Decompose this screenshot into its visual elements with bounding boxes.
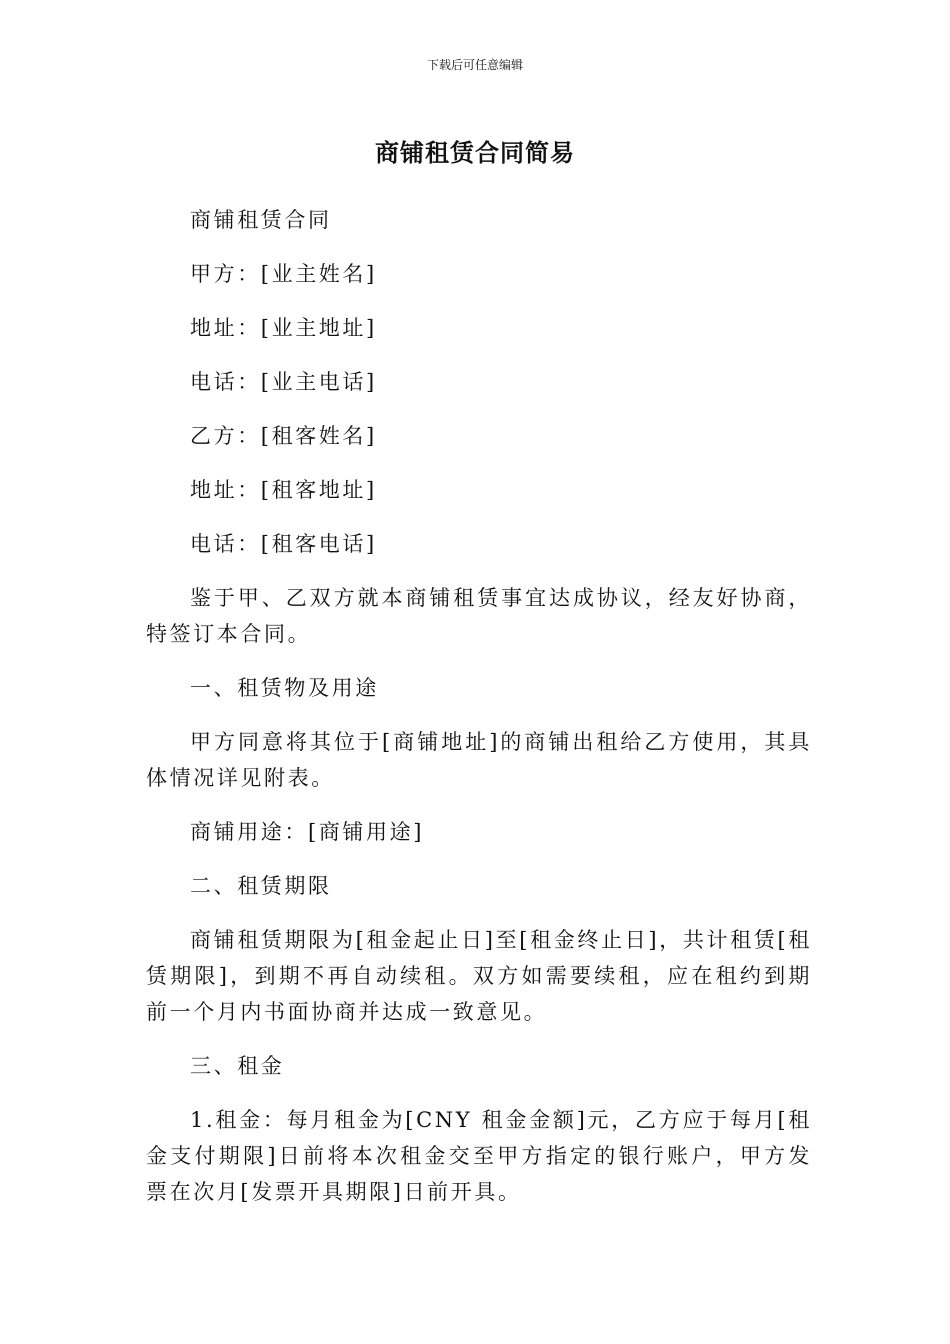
header-note: 下载后可任意编辑 <box>426 58 523 72</box>
paragraph-leased-property: 甲方同意将其位于[商铺地址]的商铺出租给乙方使用，其具体情况详见附表。 <box>146 730 812 790</box>
section-heading-leased-property: 一、租赁物及用途 <box>190 676 379 700</box>
paragraph-party-a-address: 地址：[业主地址] <box>190 316 377 340</box>
paragraph-party-a: 甲方：[业主姓名] <box>190 262 377 286</box>
paragraph-preamble: 鉴于甲、乙双方就本商铺租赁事宜达成协议，经友好协商，特签订本合同。 <box>146 586 812 646</box>
paragraph-lease-term: 商铺租赁期限为[租金起止日]至[租金终止日]，共计租赁[租赁期限]，到期不再自动续租。双方如需要续租，应在租约到期前一个月内书面协商并达成一致意见。 <box>146 928 812 1024</box>
section-heading-rent: 三、租金 <box>190 1054 285 1078</box>
paragraph-party-b-phone: 电话：[租客电话] <box>190 532 377 556</box>
document-title: 商铺租赁合同简易 <box>375 139 575 167</box>
document-body <box>146 202 812 1228</box>
paragraph-party-b-address: 地址：[租客地址] <box>190 478 377 502</box>
paragraph-party-b: 乙方：[租客姓名] <box>190 424 377 448</box>
paragraph-shop-usage: 商铺用途：[商铺用途] <box>190 820 424 844</box>
paragraph-contract-heading: 商铺租赁合同 <box>190 208 332 232</box>
section-heading-lease-term: 二、租赁期限 <box>190 874 332 898</box>
paragraph-rent-payment: 1.租金：每月租金为[CNY 租金金额]元，乙方应于每月[租金支付期限]日前将本次租金交至甲方指定的银行账户，甲方发票在次月[发票开具期限]日前开具。 <box>146 1108 812 1204</box>
paragraph-party-a-phone: 电话：[业主电话] <box>190 370 377 394</box>
